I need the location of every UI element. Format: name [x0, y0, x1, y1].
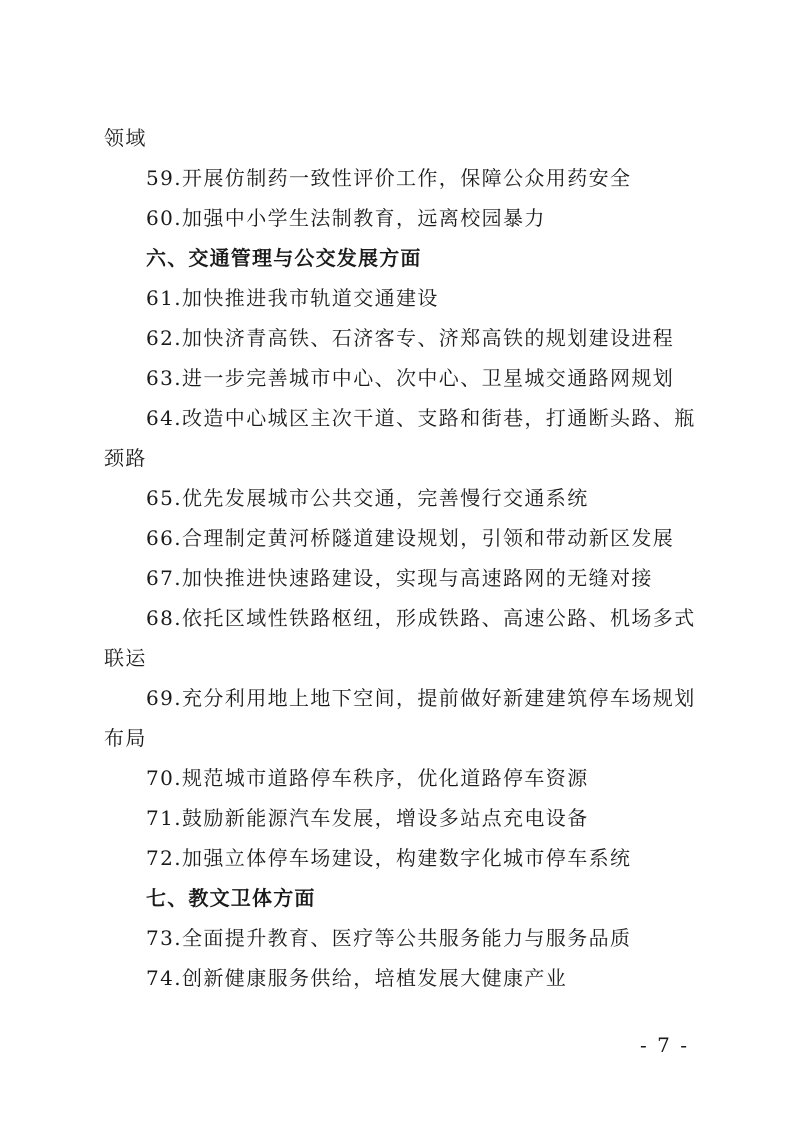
section-heading-transport: 六、交通管理与公交发展方面	[146, 246, 422, 270]
list-item-69-continuation: 布局	[104, 726, 147, 750]
list-item-68: 68.依托区域性铁路枢纽，形成铁路、高速公路、机场多式	[146, 606, 696, 630]
list-item-65: 65.优先发展城市公共交通，完善慢行交通系统	[146, 486, 589, 510]
paragraph-continuation: 领域	[104, 126, 147, 150]
list-item-68-continuation: 联运	[104, 646, 147, 670]
section-heading-education: 七、教文卫体方面	[146, 886, 316, 910]
list-item-64: 64.改造中心城区主次干道、支路和街巷，打通断头路、瓶	[146, 406, 696, 430]
list-item-74: 74.创新健康服务供给，培植发展大健康产业	[146, 966, 568, 990]
list-item-67: 67.加快推进快速路建设，实现与高速路网的无缝对接	[146, 566, 653, 590]
list-item-59: 59.开展仿制药一致性评价工作，保障公众用药安全	[146, 166, 632, 190]
list-item-64-continuation: 颈路	[104, 446, 147, 470]
list-item-66: 66.合理制定黄河桥隧道建设规划，引领和带动新区发展	[146, 526, 675, 550]
list-item-72: 72.加强立体停车场建设，构建数字化城市停车系统	[146, 846, 632, 870]
list-item-69: 69.充分利用地上地下空间，提前做好新建建筑停车场规划	[146, 686, 696, 710]
list-item-63: 63.进一步完善城市中心、次中心、卫星城交通路网规划	[146, 366, 675, 390]
list-item-62: 62.加快济青高铁、石济客专、济郑高铁的规划建设进程	[146, 326, 675, 350]
list-item-61: 61.加快推进我市轨道交通建设	[146, 286, 439, 310]
list-item-60: 60.加强中小学生法制教育，远离校园暴力	[146, 206, 546, 230]
list-item-73: 73.全面提升教育、医疗等公共服务能力与服务品质	[146, 926, 632, 950]
list-item-71: 71.鼓励新能源汽车发展，增设多站点充电设备	[146, 806, 589, 830]
list-item-70: 70.规范城市道路停车秩序，优化道路停车资源	[146, 766, 589, 790]
page-number: - 7 -	[640, 1033, 689, 1057]
